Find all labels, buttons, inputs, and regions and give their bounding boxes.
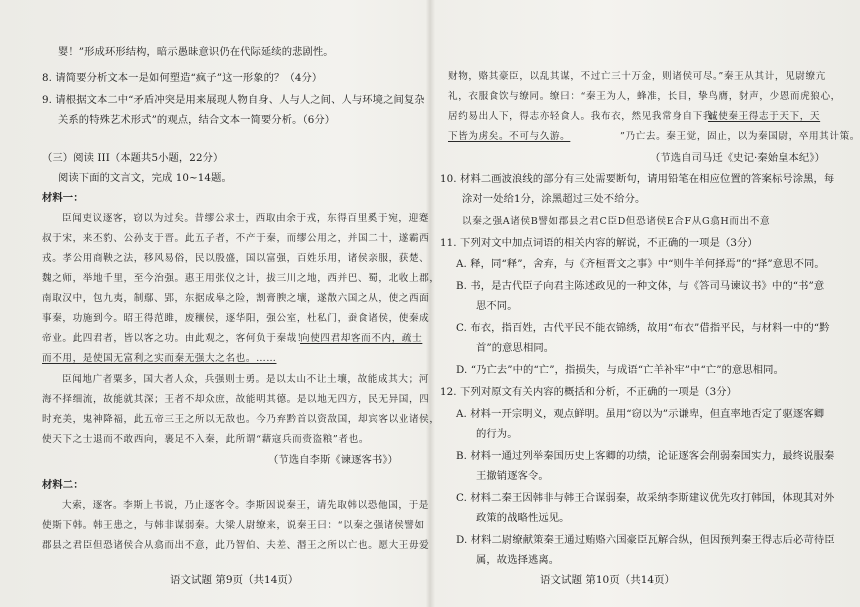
text-line: 11. 下列对文中加点词语的相关内容的解说，不正确的一项是（3分） [440,237,758,249]
text-line: （三）阅读 III（本题共5小题，22分） [42,152,224,164]
text-line: 使斯下韩。韩王患之，与韩非谋弱秦。大梁人尉缭来，说秦王曰：“以秦之强诸侯譬如 [42,520,425,531]
text-line: 9. 请根据文本二中“矛盾冲突是用来展现人物自身、人与人之间、人与环境之间复杂 [42,94,425,106]
text-line: 政策的战略性远见。 [476,512,570,524]
text-line: 阅读下面的文言文，完成 10~14题。 [58,172,232,184]
text-line: 叔于宋，来丕豹、公孙支于晋。此五子者，不产于秦，而缪公用之，并国二十，遂霸西 [42,233,430,244]
underlined-text: 诚使秦王得志于天下，天 [708,111,821,122]
underlined-text: 下皆为虏矣。不可与久游。 [448,131,571,142]
text-line: 思不同。 [476,300,518,312]
text-line: B. 材料一通过列举秦国历史上客卿的功绩，论证逐客会削弱秦国实力，最终说服秦 [456,450,835,462]
text-line: 帝业。此四君者，皆以客之功。由此观之，客何负于秦哉！ [42,333,308,344]
page-footer-left: 语文试题 第9页（共14页） [170,574,299,586]
text-line: B. 书，是古代臣子向君主陈述政见的一种文体，与《答司马谏议书》中的“书”意 [456,280,825,292]
text-line: C. 材料二秦王因韩非与韩王合谋弱秦，故采纳李斯建议优先攻打韩国，体现其对外 [456,492,835,504]
text-line: 魏之师，举地千里，至今治强。惠王用张仪之计，拔三川之地，西并巴、蜀，北收上郡， [42,273,440,284]
text-line: 8. 请简要分析文本一是如何塑造“疯子”这一形象的？（4分） [42,72,323,84]
text-line: 材料一： [42,192,84,204]
text-line: 郡县之君臣但恐诸侯合从翕而出不意，此乃智伯、夫差、湣王之所以亡也。愿大王毋爱 [42,540,430,551]
text-line: 属，故选择逃离。 [476,554,560,566]
text-line: 南取汉中，包九夷，制鄢、郢，东据成皋之险，割膏腴之壤，遂散六国之从，使之西面 [42,293,430,304]
text-line: 臣闻吏议逐客，窃以为过矣。昔缪公求士，西取由余于戎，东得百里奚于宛，迎蹇 [62,213,429,224]
text-line: C. 布衣，指百姓，古代平民不能衣锦绣，故用“布衣”借指平民，与材料一中的“黔 [456,322,830,334]
text-line: （节选自李斯《谏逐客书》） [268,454,399,466]
page-10 [430,0,860,607]
text-line: 涂对一处给1分，涂黑超过三处不给分。 [462,193,646,205]
text-line: 戎。孝公用商鞅之法，移风易俗，民以殷盛，国以富强，百姓乐用，诸侯亲服，获楚、 [42,253,430,264]
text-line: 居约易出人下，得志亦轻食人。我布衣，然见我常身自下我。 [448,111,724,122]
text-line: 王撤销逐客令。 [476,470,549,482]
text-line: 的行为。 [476,428,518,440]
text-line: 关系的特殊艺术形式”的观点，结合文本一简要分析。（6分） [58,114,336,126]
text-line: 事秦，功施到今。昭王得范雎，废穰侯，逐华阳，强公室，杜私门，蚕食诸侯，使秦成 [42,313,430,324]
text-line: 使天下之士退而不敢西向，裹足不入秦，此所谓“藉寇兵而赍盗粮”者也。 [42,434,370,445]
text-line: 时充美，鬼神降福，此五帝三王之所以无敌也。今乃弃黔首以资敌国，却宾客以业诸侯， [42,414,440,425]
text-line: 臣闻地广者粟多，国大者人众，兵强则士勇。是以太山不让土壤，故能成其大；河 [62,374,429,385]
text-line: 大索，逐客。李斯上书说，乃止逐客令。李斯因说秦王，请先取韩以恐他国，于是 [62,500,429,511]
text-line: 以秦之强A诸侯B譬如郡县之君C臣D但恐诸侯E合F从G翕H而出不意 [462,216,771,227]
text-line: 材料二： [42,479,84,491]
text-line: A. 释，同“释”，舍弃，与《齐桓晋文之事》中“则牛羊何择焉”的“择”意思不同。 [456,258,825,270]
text-line: 礼，衣服食饮与缭同。缭曰：“秦王为人，蜂准，长目，挚鸟膺，豺声，少恩而虎狼心， [448,91,841,102]
text-line: 12. 下列对原文有关内容的概括和分析，不正确的一项是（3分） [440,386,738,398]
underlined-text: 向使四君却客而不内，疏士 [300,333,423,344]
text-line: ”乃亡去。秦王觉，固止，以为秦国尉，卒用其计策。 [620,131,860,142]
text-line: 10. 材料二画波浪线的部分有三处需要断句，请用铅笔在相应位置的答案标号涂黑，每 [440,173,835,185]
text-line: A. 材料一开宗明义，观点鲜明。虽用“窃以为”示谦卑，但直率地否定了驱逐客卿 [456,408,825,420]
text-line: 首”的意思相同。 [476,342,555,354]
page-footer-right: 语文试题 第10页（共14页） [540,574,676,586]
text-line: （节选自司马迁《史记·秦始皇本纪》） [650,152,825,164]
text-line: D. “乃亡去”中的“亡”，指损失，与成语“亡羊补牢”中“亡”的意思相同。 [456,364,784,376]
text-line: D. 材料二尉缭献策秦王通过贿赂六国豪臣瓦解合纵，但因预判秦王得志后必苛待臣 [456,534,835,546]
text-line: 而不用，是使国无富利之实而秦无强大之名也。…… [42,353,277,364]
text-line: 海不择细流，故能就其深；王者不却众庶，故能明其德。是以地无四方，民无异国，四 [42,394,430,405]
text-line: 婴！”形成环形结构，暗示愚昧意识仍在代际延续的悲剧性。 [58,46,334,58]
text-line: 财物，赂其豪臣，以乱其谋，不过亡三十万金，则诸侯可尽。”秦王从其计，见尉缭亢 [448,71,826,82]
